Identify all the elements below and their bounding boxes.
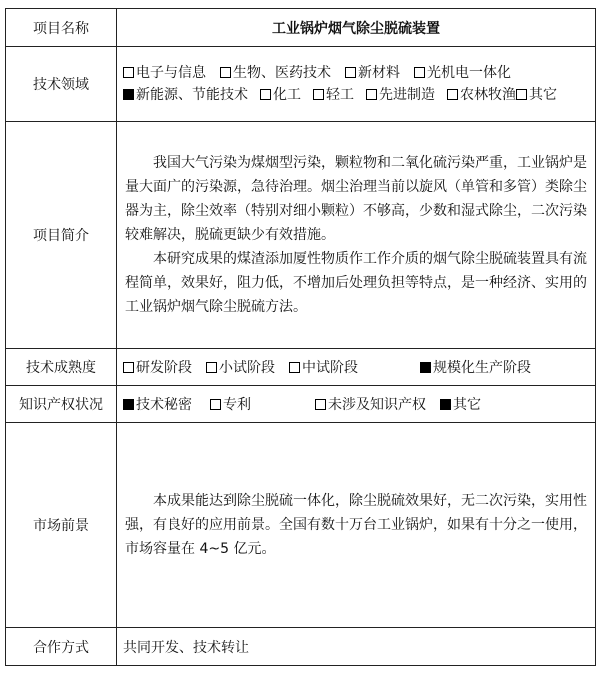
fields-option[interactable] (345, 62, 400, 84)
checkbox-icon[interactable] (210, 399, 221, 410)
checkbox-icon[interactable] (345, 67, 356, 78)
ip-option[interactable] (123, 394, 192, 414)
ip-label: 知识产权状况 (6, 386, 117, 423)
field-label: 技术领域 (6, 47, 117, 122)
fields-option[interactable] (313, 84, 354, 106)
maturity-option[interactable] (123, 357, 192, 377)
checkbox-icon[interactable] (447, 89, 458, 100)
fields-option-label: 农林牧渔 (460, 87, 516, 103)
ip-option[interactable] (440, 394, 481, 414)
checkbox-icon[interactable] (315, 399, 326, 410)
checkbox-icon[interactable] (313, 89, 324, 100)
maturity-option[interactable] (420, 357, 531, 377)
fields-option-label: 其它 (529, 87, 557, 103)
maturity-label: 技术成熟度 (6, 349, 117, 386)
maturity-option-label: 研发阶段 (136, 360, 192, 376)
ip-option[interactable] (315, 394, 426, 414)
market-label: 市场前景 (6, 423, 117, 628)
ip-option-label: 专利 (223, 397, 251, 413)
coop-label: 合作方式 (6, 628, 117, 666)
fields-option-label: 电子与信息 (136, 65, 206, 81)
fields-option[interactable] (516, 84, 557, 106)
coop-value: 共同开发、技术转让 (123, 639, 249, 656)
checkbox-icon[interactable] (220, 67, 231, 78)
field-options (117, 47, 596, 122)
checkbox-checked-icon[interactable] (123, 399, 134, 410)
fields-option[interactable] (123, 62, 206, 84)
checkbox-checked-icon[interactable] (123, 89, 134, 100)
ip-option[interactable] (210, 394, 251, 414)
checkbox-icon[interactable] (206, 362, 217, 373)
fields-option-label: 生物、医药技术 (233, 65, 331, 81)
intro-label: 项目简介 (6, 122, 117, 349)
market-paragraph: 本成果能达到除尘脱硫一体化，除尘脱硫效果好，无二次污染，实用性强，有良好的应用前景。全国有数十万台工业锅炉，如果有十分之一使用，市场容量在 4~5 亿元。 (125, 493, 587, 557)
intro-paragraph-1: 我国大气污染为煤烟型污染，颗粒物和二氧化硫污染严重，工业锅炉是量大面广的污染源，急待治理。烟尘治理当前以旋风（单管和多管）类除尘器为主，除尘效率（特别对细小颗粒）不够高，少数和湿式除尘，二次污染较难解决，脱硫更缺少有效措施。 (125, 155, 587, 243)
checkbox-icon[interactable] (123, 362, 134, 373)
maturity-option[interactable] (289, 357, 358, 377)
fields-option[interactable] (366, 84, 435, 106)
fields-option[interactable] (220, 62, 331, 84)
checkbox-icon[interactable] (123, 67, 134, 78)
fields-option-label: 化工 (273, 87, 301, 103)
fields-option-label: 新材料 (358, 65, 400, 81)
ip-option-label: 技术秘密 (136, 397, 192, 413)
name-label: 项目名称 (6, 9, 117, 47)
fields-option-label: 新能源、节能技术 (136, 87, 248, 103)
fields-option-label: 轻工 (326, 87, 354, 103)
intro-text (117, 122, 596, 349)
coop-text (117, 628, 596, 666)
fields-option[interactable] (260, 84, 301, 106)
fields-option[interactable] (447, 84, 516, 106)
maturity-option-label: 小试阶段 (219, 360, 275, 376)
intro-paragraph-2: 本研究成果的煤渣添加厦性物质作工作介质的烟气除尘脱硫装置具有流程简单，效果好，阻力低，不增加后处理负担等特点，是一种经济、实用的工业锅炉烟气除尘脱硫方法。 (125, 251, 587, 315)
maturity-option-label: 规模化生产阶段 (433, 360, 531, 376)
fields-option[interactable] (414, 62, 511, 84)
checkbox-icon[interactable] (289, 362, 300, 373)
ip-option-label: 未涉及知识产权 (328, 397, 426, 413)
maturity-option-label: 中试阶段 (302, 360, 358, 376)
checkbox-icon[interactable] (516, 89, 527, 100)
maturity-option[interactable] (206, 357, 275, 377)
market-text (117, 423, 596, 628)
project-info-table (5, 8, 596, 666)
checkbox-checked-icon[interactable] (440, 399, 451, 410)
maturity-options (117, 349, 596, 386)
checkbox-icon[interactable] (414, 67, 425, 78)
ip-options (117, 386, 596, 423)
project-title: 工业锅炉烟气除尘脱硫装置 (117, 9, 596, 47)
checkbox-icon[interactable] (260, 89, 271, 100)
fields-option-label: 先进制造 (379, 87, 435, 103)
fields-option[interactable] (123, 84, 248, 106)
fields-option-label: 光机电一体化 (427, 65, 511, 81)
checkbox-icon[interactable] (366, 89, 377, 100)
checkbox-checked-icon[interactable] (420, 362, 431, 373)
ip-option-label: 其它 (453, 397, 481, 413)
